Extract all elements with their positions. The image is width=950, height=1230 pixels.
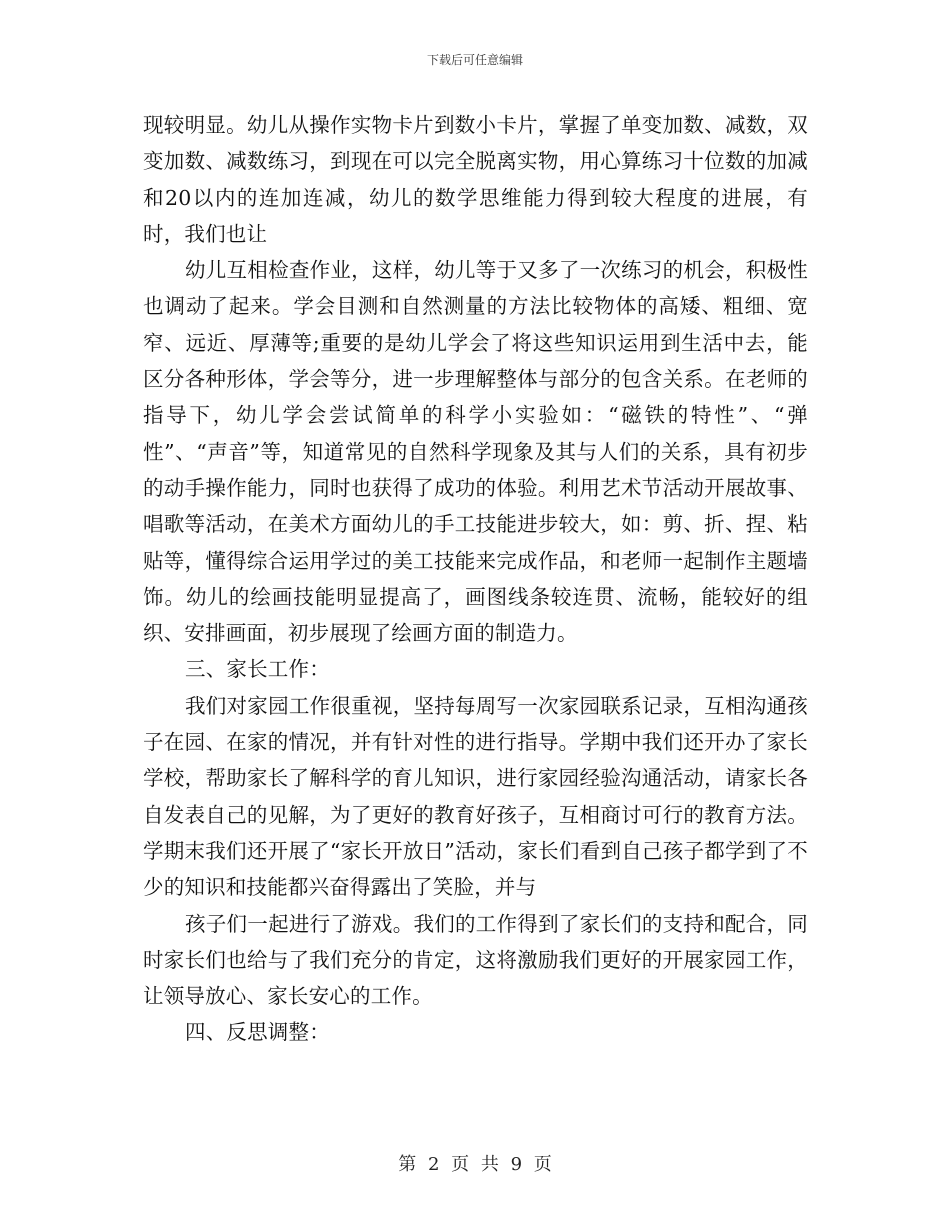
paragraph-2: 幼儿互相检查作业，这样，幼儿等于又多了一次练习的机会，积极性也调动了起来。学会目测和自然测量的方法比较物体的高矮、粗细、宽窄、远近、厚薄等;重要的是幼儿学会了将这些知识运用到生活中去，能区分各种形体，学会等分，进一步理解整体与部分的包含关系。在老师的指导下，幼儿学会尝试简单的科学小实验如：“磁铁的特性”、“弹性”、“声音”等，知道常见的自然科学现象及其与人们的关系，具有初步的动手操作能力，同时也获得了成功的体验。利用艺术节活动开展故事、唱歌等活动，在美术方面幼儿的手工技能进步较大，如：剪、折、捏、粘贴等，懂得综合运用学过的美工技能来完成作品，和老师一起制作主题墙饰。幼儿的绘画技能明显提高了，画图线条较连贯、流畅，能较好的组织、安排画面，初步展现了绘画方面的制造力。 <box>143 258 808 646</box>
paragraph-1: 现较明显。幼儿从操作实物卡片到数小卡片，掌握了单变加数、减数，双变加数、减数练习，到现在可以完全脱离实物，用心算练习十位数的加减和20以内的连加连减，幼儿的数学思维能力得到较大程度的进展，有时，我们也让 <box>143 113 808 246</box>
document-body <box>143 107 808 1051</box>
page-header: 下载后可任意编辑 <box>426 53 523 67</box>
page-number-footer: 第 2 页 共 9 页 <box>398 1154 552 1175</box>
section-heading-reflection: 四、反思调整： <box>185 1020 330 1045</box>
section-heading-parent-work: 三、家长工作： <box>185 657 330 682</box>
paragraph-3: 我们对家园工作很重视，坚持每周写一次家园联系记录，互相沟通孩子在园、在家的情况，并有针对性的进行指导。学期中我们还开办了家长学校，帮助家长了解科学的育儿知识，进行家园经验沟通活动，请家长各自发表自己的见解，为了更好的教育好孩子，互相商讨可行的教育方法。学期末我们还开展了“家长开放日”活动，家长们看到自己孩子都学到了不少的知识和技能都兴奋得露出了笑脸，并与 <box>143 693 808 900</box>
paragraph-4: 孩子们一起进行了游戏。我们的工作得到了家长们的支持和配合，同时家长们也给与了我们充分的肯定，这将激励我们更好的开展家园工作，让领导放心、家长安心的工作。 <box>143 911 808 1009</box>
